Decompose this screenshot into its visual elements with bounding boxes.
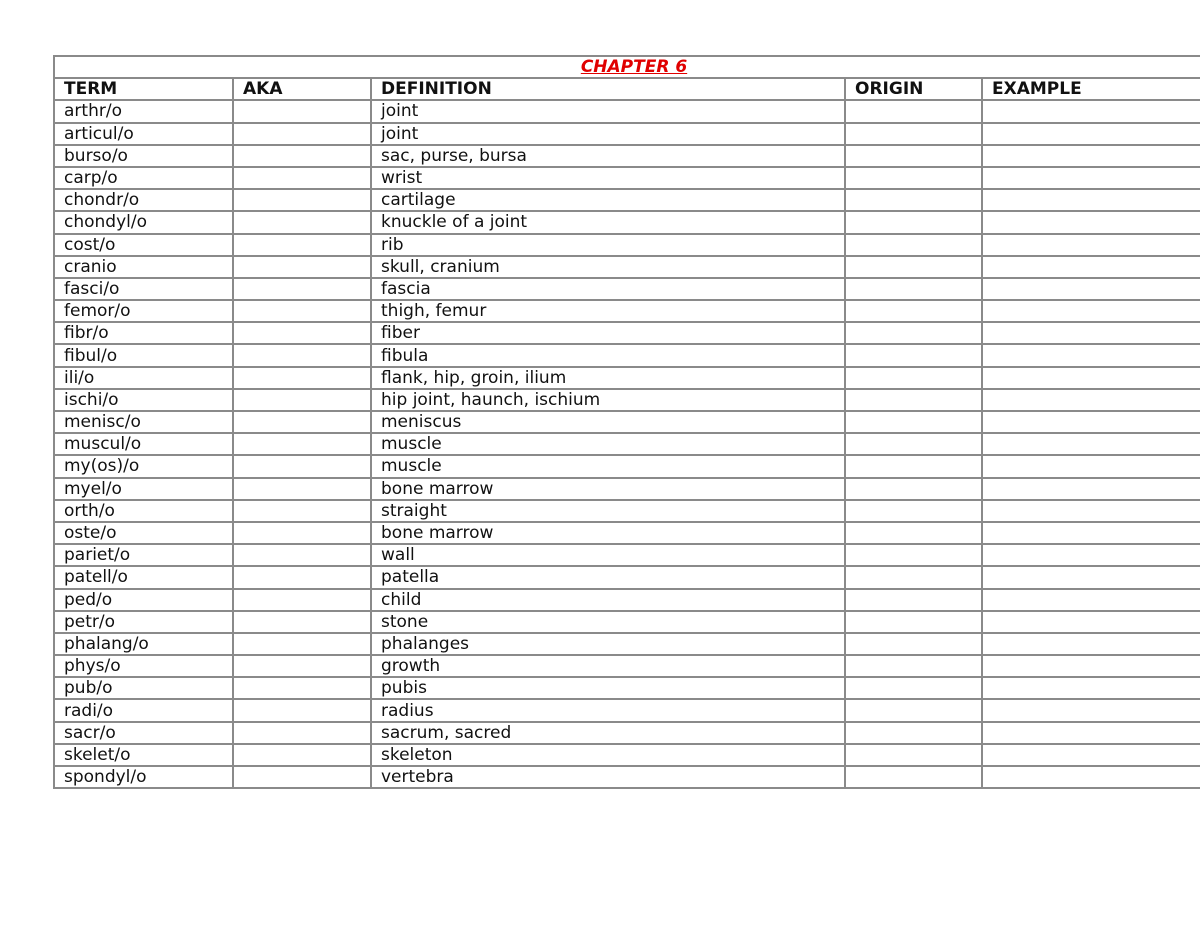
cell-definition: vertebra (371, 766, 845, 788)
cell-definition: radius (371, 699, 845, 721)
cell-definition: wall (371, 544, 845, 566)
cell-aka (233, 411, 371, 433)
cell-example (982, 677, 1200, 699)
cell-term: radi/o (54, 699, 233, 721)
cell-example (982, 478, 1200, 500)
table-row (54, 189, 1200, 211)
table-row (54, 589, 1200, 611)
cell-definition: sac, purse, bursa (371, 145, 845, 167)
cell-term: fibr/o (54, 322, 233, 344)
cell-definition: sacrum, sacred (371, 722, 845, 744)
cell-origin (845, 123, 982, 145)
cell-origin (845, 589, 982, 611)
cell-term: muscul/o (54, 433, 233, 455)
cell-example (982, 189, 1200, 211)
chapter-title: CHAPTER 6 (580, 57, 688, 78)
cell-definition: cartilage (371, 189, 845, 211)
cell-aka (233, 211, 371, 233)
table-row (54, 566, 1200, 588)
cell-definition: rib (371, 234, 845, 256)
cell-origin (845, 699, 982, 721)
table-row (54, 167, 1200, 189)
cell-aka (233, 234, 371, 256)
cell-origin (845, 722, 982, 744)
cell-example (982, 344, 1200, 366)
cell-example (982, 699, 1200, 721)
table-row (54, 722, 1200, 744)
table-row (54, 699, 1200, 721)
cell-definition: bone marrow (371, 478, 845, 500)
cell-definition: skeleton (371, 744, 845, 766)
glossary-body (54, 100, 1200, 788)
cell-origin (845, 278, 982, 300)
cell-definition: meniscus (371, 411, 845, 433)
cell-definition: phalanges (371, 633, 845, 655)
cell-term: chondyl/o (54, 211, 233, 233)
table-row (54, 322, 1200, 344)
header-row (54, 78, 1200, 100)
cell-example (982, 455, 1200, 477)
cell-example (982, 367, 1200, 389)
cell-aka (233, 478, 371, 500)
cell-term: spondyl/o (54, 766, 233, 788)
header-example: EXAMPLE (982, 78, 1200, 100)
cell-example (982, 256, 1200, 278)
cell-definition: knuckle of a joint (371, 211, 845, 233)
cell-origin (845, 100, 982, 122)
table-row (54, 455, 1200, 477)
header-aka: AKA (233, 78, 371, 100)
cell-origin (845, 234, 982, 256)
cell-aka (233, 189, 371, 211)
cell-term: my(os)/o (54, 455, 233, 477)
cell-aka (233, 433, 371, 455)
cell-term: sacr/o (54, 722, 233, 744)
glossary-table (53, 55, 1200, 789)
cell-example (982, 522, 1200, 544)
cell-term: patell/o (54, 566, 233, 588)
cell-definition: hip joint, haunch, ischium (371, 389, 845, 411)
cell-example (982, 234, 1200, 256)
table-row (54, 145, 1200, 167)
cell-aka (233, 367, 371, 389)
cell-term: chondr/o (54, 189, 233, 211)
cell-term: carp/o (54, 167, 233, 189)
cell-aka (233, 522, 371, 544)
glossary-sheet (53, 55, 1200, 789)
cell-origin (845, 522, 982, 544)
cell-aka (233, 100, 371, 122)
cell-origin (845, 322, 982, 344)
cell-example (982, 100, 1200, 122)
cell-definition: pubis (371, 677, 845, 699)
cell-aka (233, 322, 371, 344)
cell-example (982, 544, 1200, 566)
cell-origin (845, 300, 982, 322)
cell-aka (233, 500, 371, 522)
cell-aka (233, 655, 371, 677)
cell-example (982, 433, 1200, 455)
title-row (54, 56, 1200, 78)
cell-term: burso/o (54, 145, 233, 167)
cell-definition: muscle (371, 433, 845, 455)
cell-definition: straight (371, 500, 845, 522)
cell-definition: stone (371, 611, 845, 633)
cell-origin (845, 433, 982, 455)
table-row (54, 766, 1200, 788)
table-row (54, 544, 1200, 566)
cell-definition: growth (371, 655, 845, 677)
cell-term: cranio (54, 256, 233, 278)
cell-origin (845, 455, 982, 477)
cell-example (982, 300, 1200, 322)
cell-term: articul/o (54, 123, 233, 145)
table-row (54, 411, 1200, 433)
header-origin: ORIGIN (845, 78, 982, 100)
cell-definition: skull, cranium (371, 256, 845, 278)
table-row (54, 611, 1200, 633)
cell-term: arthr/o (54, 100, 233, 122)
cell-example (982, 611, 1200, 633)
cell-definition: bone marrow (371, 522, 845, 544)
cell-origin (845, 367, 982, 389)
cell-aka (233, 633, 371, 655)
table-row (54, 367, 1200, 389)
cell-term: phalang/o (54, 633, 233, 655)
cell-aka (233, 744, 371, 766)
table-row (54, 655, 1200, 677)
table-row (54, 677, 1200, 699)
cell-term: fasci/o (54, 278, 233, 300)
cell-origin (845, 766, 982, 788)
cell-origin (845, 167, 982, 189)
table-row (54, 633, 1200, 655)
cell-aka (233, 589, 371, 611)
cell-origin (845, 411, 982, 433)
table-row (54, 389, 1200, 411)
cell-term: fibul/o (54, 344, 233, 366)
table-row (54, 278, 1200, 300)
cell-term: ped/o (54, 589, 233, 611)
cell-example (982, 744, 1200, 766)
header-term: TERM (54, 78, 233, 100)
cell-term: petr/o (54, 611, 233, 633)
cell-term: oste/o (54, 522, 233, 544)
cell-aka (233, 677, 371, 699)
cell-example (982, 123, 1200, 145)
cell-aka (233, 145, 371, 167)
cell-example (982, 145, 1200, 167)
cell-example (982, 500, 1200, 522)
cell-example (982, 278, 1200, 300)
cell-term: femor/o (54, 300, 233, 322)
table-row (54, 500, 1200, 522)
table-row (54, 344, 1200, 366)
cell-definition: joint (371, 123, 845, 145)
cell-aka (233, 766, 371, 788)
cell-aka (233, 699, 371, 721)
header-definition: DEFINITION (371, 78, 845, 100)
cell-origin (845, 544, 982, 566)
cell-term: pub/o (54, 677, 233, 699)
cell-aka (233, 278, 371, 300)
cell-origin (845, 256, 982, 278)
cell-example (982, 655, 1200, 677)
cell-term: skelet/o (54, 744, 233, 766)
cell-origin (845, 566, 982, 588)
cell-example (982, 322, 1200, 344)
cell-term: ili/o (54, 367, 233, 389)
cell-origin (845, 478, 982, 500)
cell-term: pariet/o (54, 544, 233, 566)
cell-origin (845, 677, 982, 699)
cell-aka (233, 544, 371, 566)
cell-term: orth/o (54, 500, 233, 522)
cell-aka (233, 167, 371, 189)
cell-term: phys/o (54, 655, 233, 677)
cell-aka (233, 344, 371, 366)
cell-term: cost/o (54, 234, 233, 256)
cell-origin (845, 389, 982, 411)
table-row (54, 300, 1200, 322)
cell-aka (233, 566, 371, 588)
cell-origin (845, 633, 982, 655)
cell-aka (233, 256, 371, 278)
cell-definition: child (371, 589, 845, 611)
cell-example (982, 766, 1200, 788)
cell-origin (845, 145, 982, 167)
cell-definition: fiber (371, 322, 845, 344)
table-row (54, 234, 1200, 256)
cell-definition: wrist (371, 167, 845, 189)
cell-example (982, 211, 1200, 233)
cell-definition: muscle (371, 455, 845, 477)
cell-origin (845, 211, 982, 233)
cell-origin (845, 744, 982, 766)
cell-example (982, 722, 1200, 744)
cell-example (982, 589, 1200, 611)
cell-definition: joint (371, 100, 845, 122)
cell-term: ischi/o (54, 389, 233, 411)
table-row (54, 100, 1200, 122)
cell-aka (233, 389, 371, 411)
cell-origin (845, 655, 982, 677)
cell-definition: fibula (371, 344, 845, 366)
cell-origin (845, 189, 982, 211)
cell-aka (233, 611, 371, 633)
cell-example (982, 389, 1200, 411)
table-row (54, 744, 1200, 766)
cell-origin (845, 344, 982, 366)
cell-definition: fascia (371, 278, 845, 300)
cell-aka (233, 300, 371, 322)
table-row (54, 256, 1200, 278)
table-row (54, 211, 1200, 233)
cell-aka (233, 123, 371, 145)
cell-example (982, 566, 1200, 588)
cell-term: menisc/o (54, 411, 233, 433)
table-row (54, 522, 1200, 544)
cell-aka (233, 722, 371, 744)
cell-origin (845, 611, 982, 633)
cell-origin (845, 500, 982, 522)
cell-definition: flank, hip, groin, ilium (371, 367, 845, 389)
table-row (54, 433, 1200, 455)
title-cell (54, 56, 1200, 78)
cell-example (982, 167, 1200, 189)
cell-definition: thigh, femur (371, 300, 845, 322)
table-row (54, 478, 1200, 500)
cell-example (982, 633, 1200, 655)
cell-example (982, 411, 1200, 433)
cell-definition: patella (371, 566, 845, 588)
cell-aka (233, 455, 371, 477)
cell-term: myel/o (54, 478, 233, 500)
table-row (54, 123, 1200, 145)
